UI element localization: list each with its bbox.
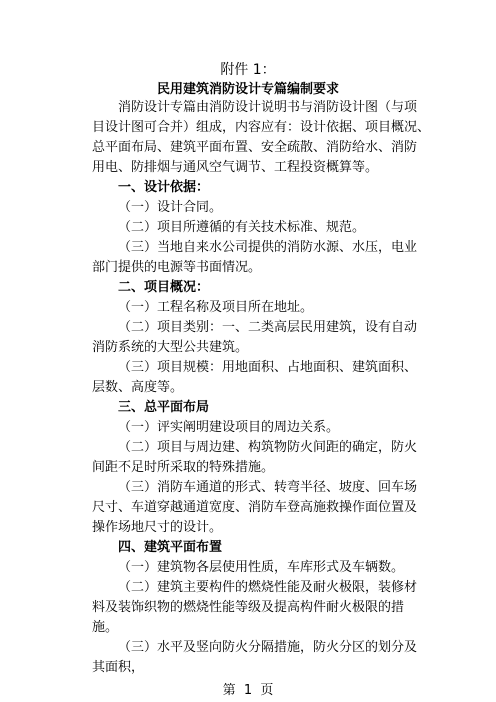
- section-item: （三）水平及竖向防火分隔措施，防火分区的划分及: [118, 640, 418, 655]
- section-item-cont: 其面积，: [92, 660, 145, 675]
- section-item: （二）项目所遵循的有关技术标准、规范。: [118, 220, 366, 235]
- section-item: （二）项目类别：一、二类高层民用建筑，设有自动: [118, 320, 418, 335]
- section-item: （三）当地自来水公司提供的消防水源、水压，电业: [118, 240, 418, 255]
- intro-line: 总平面布局、建筑平面布置、安全疏散、消防给水、消防: [92, 140, 418, 155]
- section-item: （三）项目规模：用地面积、占地面积、建筑面积、: [118, 360, 418, 375]
- section-item: （一）工程名称及项目所在地址。: [118, 300, 314, 315]
- section-item: （三）消防车通道的形式、转弯半径、坡度、回车场: [118, 480, 418, 495]
- document-title: 民用建筑消防设计专篇编制要求: [156, 82, 339, 97]
- section-heading: 二、项目概况：: [118, 280, 210, 295]
- section-item-cont: 层数、高度等。: [92, 380, 184, 395]
- section-heading: 三、总平面布局: [118, 400, 210, 415]
- intro-line: 消防设计专篇由消防设计说明书与消防设计图（与项: [118, 100, 418, 115]
- section-heading: 一、设计依据：: [118, 180, 210, 195]
- section-item: （一）建筑物各层使用性质，车库形式及车辆数。: [118, 560, 405, 575]
- section-item-cont: 尺寸、车道穿越通道宽度、消防车登高施救操作面位置及: [92, 500, 418, 515]
- intro-line: 目设计图可合并）组成，内容应有：设计依据、项目概况、: [92, 120, 431, 135]
- section-item: （一）评实阐明建设项目的周边关系。: [118, 420, 340, 435]
- section-item-cont: 消防系统的大型公共建筑。: [92, 340, 249, 355]
- intro-line: 用电、防排烟与通风空气调节、工程投资概算等。: [92, 160, 379, 175]
- section-item: （一）设计合同。: [118, 200, 223, 215]
- section-item-cont: 间距不足时所采取的特殊措施。: [92, 460, 275, 475]
- section-item: （二）项目与周边建、构筑物防火间距的确定，防火: [118, 440, 418, 455]
- page-number: 第 1 页: [222, 683, 274, 698]
- attachment-label: 附件 1：: [220, 62, 276, 78]
- section-item-cont: 操作场地尺寸的设计。: [92, 520, 223, 535]
- section-item-cont: 施。: [92, 620, 119, 635]
- section-heading: 四、建筑平面布置: [118, 540, 223, 555]
- section-item-cont: 料及装饰织物的燃烧性能等级及提高构件耐火极限的措: [92, 600, 405, 615]
- section-item: （二）建筑主要构件的燃烧性能及耐火极限，装修材: [118, 580, 418, 595]
- section-item-cont: 部门提供的电源等书面情况。: [92, 260, 262, 275]
